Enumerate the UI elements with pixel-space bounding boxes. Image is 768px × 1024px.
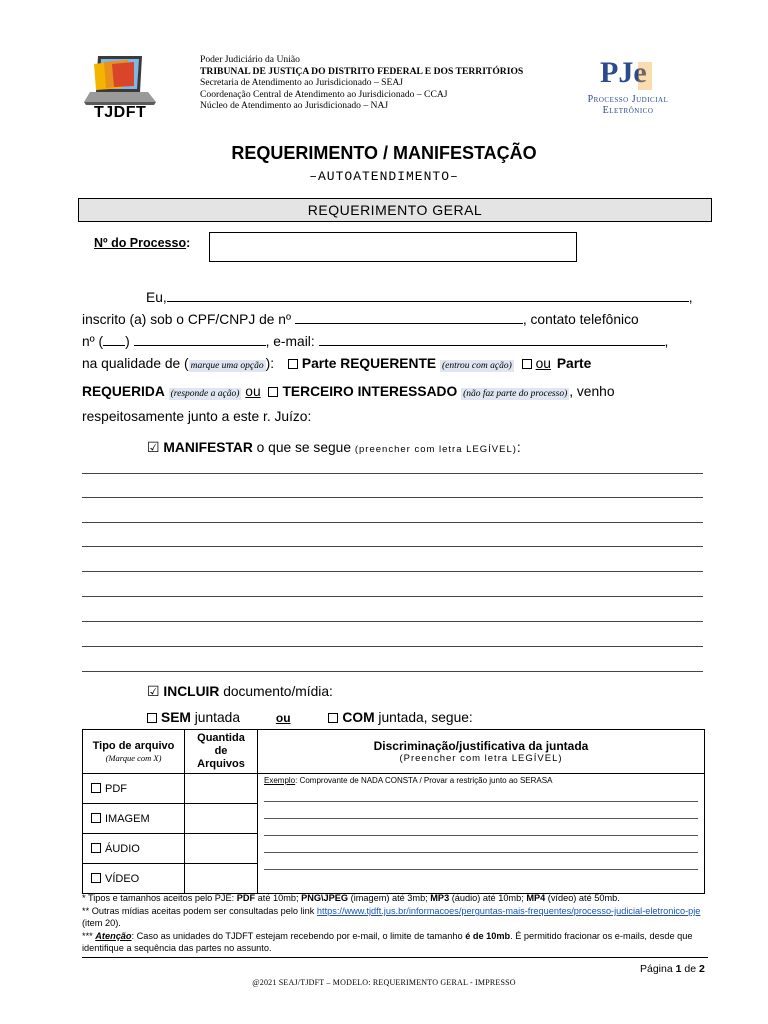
comma-text: , <box>688 290 693 305</box>
ddd-field[interactable] <box>103 332 125 346</box>
requerente-hint: (entrou com ação) <box>441 361 512 371</box>
table-header-row <box>83 730 705 774</box>
email-field[interactable] <box>319 332 665 346</box>
fn-text: . É permitido fracionar os e-mails, desde que identifique a sequência das partes no assunto. <box>82 931 693 953</box>
name-line <box>82 288 706 305</box>
incluir-checkbox[interactable]: ☑ <box>147 683 160 699</box>
document-subtitle: –AUTOATENDIMENTO– <box>309 169 459 184</box>
com-juntada-checkbox[interactable] <box>328 713 338 723</box>
com-label: COM <box>342 710 375 725</box>
audio-checkbox[interactable] <box>91 843 101 853</box>
col-quantidade-text: Quantida de Arquivos <box>197 732 245 770</box>
incluir-text: documento/mídia: <box>219 684 333 699</box>
file-type-cell <box>83 774 185 804</box>
fn-text: (item 20). <box>82 917 121 928</box>
col-discriminacao-hint: (Preencher com letra LEGÍVEL) <box>399 752 563 764</box>
fn-text: (vídeo) até 50mb. <box>545 893 620 903</box>
sem-juntada-checkbox[interactable] <box>147 713 157 723</box>
inscrito-text: inscrito (a) sob o CPF/CNPJ de nº <box>82 312 291 327</box>
process-label-colon: : <box>186 236 191 250</box>
pje-orange-block <box>638 62 652 90</box>
incluir-line <box>147 683 647 700</box>
manifestar-hint: (preencher com letra LEGÍVEL) <box>354 444 517 455</box>
writing-line[interactable] <box>264 801 698 802</box>
writing-line[interactable] <box>264 835 698 836</box>
page-number <box>640 963 705 975</box>
writing-line[interactable] <box>82 596 703 597</box>
footnote-2 <box>82 906 707 929</box>
phone-line <box>82 332 706 349</box>
ou-text: ou <box>275 711 291 725</box>
pje-subtitle-line: Eletrônico <box>602 105 654 116</box>
fn-text: : Caso as unidades do TJDFT estejam recebendo por e-mail, o limite de tamanho <box>131 931 466 941</box>
copyright: @2021 SEAJ/TJDFT – MODELO: REQUERIMENTO GERAL - IMPRESSO <box>252 978 516 987</box>
table-row <box>83 774 705 804</box>
incluir-label: INCLUIR <box>163 684 220 699</box>
page-total: 2 <box>698 963 705 975</box>
venho-text: , venho <box>569 384 615 399</box>
header-line: TRIBUNAL DE JUSTIÇA DO DISTRITO FEDERAL E DOS TERRITÓRIOS <box>200 65 524 77</box>
qualidade-close: ): <box>265 356 275 371</box>
footnote-3 <box>82 931 707 954</box>
file-type-cell <box>83 834 185 864</box>
file-type-cell <box>83 804 185 834</box>
process-number-field[interactable] <box>209 232 577 262</box>
requerente-checkbox[interactable] <box>288 359 298 369</box>
juntada-line <box>147 710 647 725</box>
pje-subtitle <box>568 94 688 116</box>
file-type-label: IMAGEM <box>105 812 150 825</box>
ou-text: ou <box>245 384 261 399</box>
example-text <box>264 776 698 785</box>
contato-text: , contato telefônico <box>522 312 639 327</box>
requerida-checkbox[interactable] <box>522 359 532 369</box>
requerida-label-1: Parte <box>556 356 592 371</box>
file-type-label: ÁUDIO <box>105 842 140 855</box>
table-header-cell <box>83 730 185 774</box>
writing-line[interactable] <box>82 473 703 474</box>
pje-logo <box>568 52 688 124</box>
fn-text: (áudio) até 10mb; <box>449 893 527 903</box>
writing-line[interactable] <box>82 621 703 622</box>
email-text: , e-mail: <box>265 334 315 349</box>
fn-bold: PNG\JPEG <box>301 893 349 903</box>
ou-text: ou <box>535 356 551 371</box>
writing-line[interactable] <box>82 646 703 647</box>
fn-bold: Atenção <box>95 931 132 941</box>
footer-divider <box>82 957 708 958</box>
fn-bold: MP3 <box>430 893 450 903</box>
writing-line[interactable] <box>82 546 703 547</box>
writing-line[interactable] <box>82 497 703 498</box>
header-line: Poder Judiciário da União <box>200 54 300 65</box>
requerida-hint: (responde a ação) <box>170 389 240 399</box>
video-checkbox[interactable] <box>91 873 101 883</box>
col-tipo-hint: (Marque com X) <box>105 753 162 763</box>
fn-text: até 10mb; <box>255 893 302 903</box>
qualidade-line <box>82 356 706 371</box>
logo-text: TJDFT <box>94 104 147 121</box>
fn-bold: PDF <box>236 893 256 903</box>
imagem-checkbox[interactable] <box>91 813 101 823</box>
header-line: Secretaria de Atendimento ao Jurisdicionado – SEAJ <box>200 77 404 88</box>
example-body: : Comprovante de NADA CONSTA / Provar a restrição junto ao SERASA <box>295 776 553 785</box>
manifestar-line <box>147 439 707 456</box>
fn-text: *** <box>82 931 96 941</box>
requerente-label: Parte REQUERENTE <box>301 356 437 371</box>
writing-line[interactable] <box>264 852 698 853</box>
col-discriminacao-header: Discriminação/justificativa da juntada <box>373 738 589 753</box>
requerida-line <box>82 384 706 399</box>
header-line: Núcleo de Atendimento ao Jurisdicionado – NAJ <box>200 100 389 111</box>
writing-line[interactable] <box>264 818 698 819</box>
pje-subtitle-line: Processo Judicial <box>587 94 669 105</box>
tjdft-logo <box>76 52 166 124</box>
comma-text: , <box>664 334 669 349</box>
juntada-table <box>82 729 705 894</box>
header-line: Coordenação Central de Atendimento ao Jurisdicionado – CCAJ <box>200 88 448 100</box>
faq-link[interactable]: https://www.tjdft.jus.br/informacoes/perguntas-mais-frequentes/processo-judicial-eletronico-pje <box>316 906 701 916</box>
page-label: Página <box>640 963 676 975</box>
document-title: REQUERIMENTO / MANIFESTAÇÃO <box>231 143 537 163</box>
no-text: nº ( <box>82 334 104 349</box>
col-tipo-header: Tipo de arquivo <box>92 740 175 752</box>
writing-line[interactable] <box>82 571 703 572</box>
manifestar-colon: : <box>516 440 521 455</box>
writing-line[interactable] <box>82 671 703 672</box>
sem-text: juntada <box>190 710 241 725</box>
section-title: REQUERIMENTO GERAL <box>78 198 712 222</box>
no-close-text: ) <box>125 334 130 349</box>
cpf-field[interactable] <box>295 310 523 324</box>
fn-text: ** Outras mídias aceitas podem ser consultadas pelo link <box>82 906 317 916</box>
pdf-checkbox[interactable] <box>91 783 101 793</box>
quantity-field[interactable] <box>185 834 258 864</box>
manifestar-label: MANIFESTAR <box>163 440 253 455</box>
qualidade-text: na qualidade de ( <box>82 356 189 371</box>
eu-text: Eu, <box>146 290 167 305</box>
phone-field[interactable] <box>134 332 266 346</box>
footnote-1 <box>82 893 707 905</box>
quantity-field[interactable] <box>185 804 258 834</box>
page-current: 1 <box>675 963 682 975</box>
terceiro-hint: (não faz parte do processo) <box>463 389 568 399</box>
writing-line[interactable] <box>264 869 698 870</box>
requerida-label-2: REQUERIDA <box>82 384 165 399</box>
process-label <box>94 236 190 250</box>
sem-label: SEM <box>161 710 191 725</box>
col-quantidade-header <box>185 730 258 774</box>
fn-text: * Tipos e tamanhos aceitos pelo PJE: <box>82 893 237 903</box>
marque-hint: marque uma opção <box>190 361 264 371</box>
page-sep: de <box>681 963 699 975</box>
quantity-field[interactable] <box>185 864 258 894</box>
fn-bold: é de 10mb <box>465 931 511 941</box>
respeito-line: respeitosamente junto a este r. Juízo: <box>82 409 312 424</box>
example-label: Exemplo <box>264 776 296 785</box>
name-field[interactable] <box>167 288 689 302</box>
file-type-label: PDF <box>105 782 127 795</box>
manifestar-checkbox[interactable]: ☑ <box>147 439 160 455</box>
manifestar-text: o que se segue <box>252 440 355 455</box>
file-type-label: VÍDEO <box>105 872 140 885</box>
process-label-text: Nº do Processo <box>94 236 187 250</box>
pje-logo-text: PJe <box>600 56 647 89</box>
writing-line[interactable] <box>82 522 703 523</box>
cpf-line <box>82 310 706 327</box>
fn-bold: MP4 <box>526 893 546 903</box>
quantity-field[interactable] <box>185 774 258 804</box>
com-text: juntada, segue: <box>374 710 473 725</box>
institution-header <box>200 54 523 112</box>
file-type-cell <box>83 864 185 894</box>
terceiro-checkbox[interactable] <box>268 387 278 397</box>
table-header-cell <box>258 730 705 774</box>
discriminacao-cell[interactable] <box>258 774 705 894</box>
terceiro-label: TERCEIRO INTERESSADO <box>282 384 458 399</box>
fn-text: (imagem) até 3mb; <box>348 893 431 903</box>
